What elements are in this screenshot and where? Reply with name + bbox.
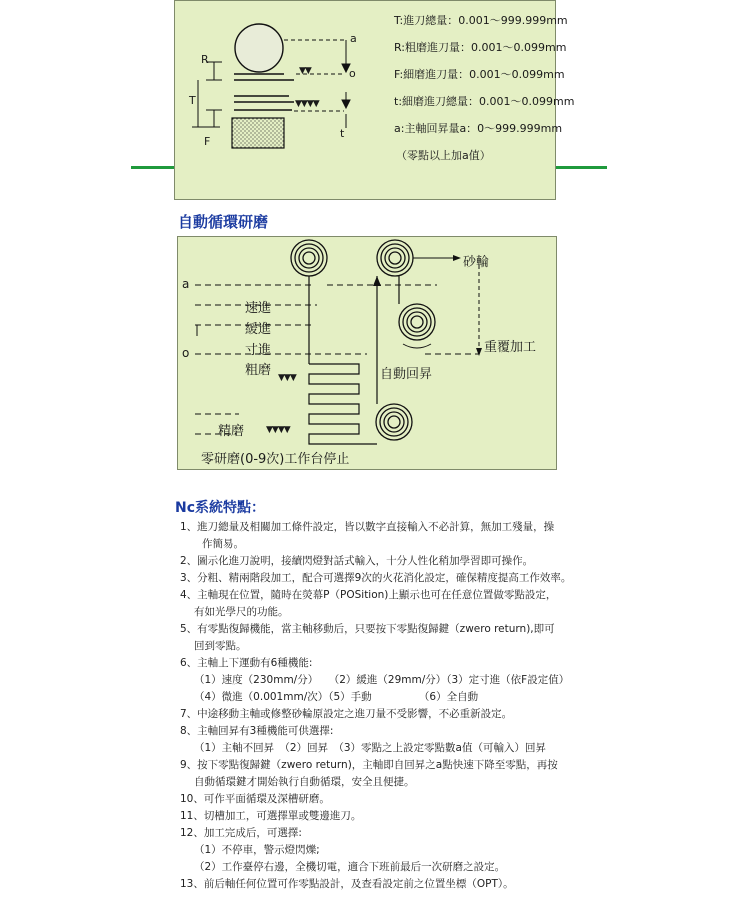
cycle-title: 自動循環研磨 bbox=[178, 213, 269, 231]
feature-10: 10、可作平面循環及深槽研磨。 bbox=[180, 793, 330, 805]
workpiece-icon bbox=[232, 118, 284, 148]
cycle-label-repeat: 重覆加工 bbox=[484, 340, 537, 355]
feature-12-sub-1: （1）不停車，警示燈閃爍; bbox=[194, 844, 320, 856]
feature-7: 7、中途移動主軸或修整砂輪原設定之進刀量不受影響，不必重新設定。 bbox=[180, 708, 513, 720]
cycle-label-auto-rise: 自動回昇 bbox=[380, 367, 433, 382]
feature-1: 1、進刀總量及相關加工條件設定，皆以數字直接輸入不必計算，無加工殘量，操 bbox=[180, 521, 555, 533]
feature-8: 8、主軸回昇有3種機能可供選擇: bbox=[180, 725, 334, 737]
feature-6-sub-2: （4）微進（0.001mm/次）（5）手動 （6）全自動 bbox=[194, 691, 479, 703]
feature-3: 3、分粗、精兩階段加工，配合可選擇9次的火花消化設定，確保精度提高工作效率。 bbox=[180, 572, 572, 584]
cycle-label-a: a bbox=[182, 277, 190, 291]
spec-spindle-rise: a:主軸回昇量a：0～999.999mm bbox=[394, 122, 563, 135]
feature-2: 2、圖示化進刀說明，接續閃燈對話式輸入，十分人性化稍加學習即可操作。 bbox=[180, 555, 534, 567]
cycle-label-size: 寸進 bbox=[245, 343, 272, 358]
cycle-footer: 零研磨(0-9次)工作台停止 bbox=[201, 452, 350, 467]
cycle-label-rough: 粗磨 bbox=[245, 363, 272, 378]
green-rule-right bbox=[555, 166, 607, 169]
spec-total-feed: T:進刀總量：0.001～999.999mm bbox=[394, 14, 568, 27]
label-F: F bbox=[204, 135, 211, 148]
cycle-label-fast: 速進 bbox=[245, 301, 272, 316]
feature-8-sub: （1）主軸不回昇 （2）回昇 （3）零點之上設定零點數a值（可輸入）回昇 bbox=[194, 742, 546, 754]
cycle-rough-triangles: ▼▼▼ bbox=[278, 373, 296, 383]
cycle-label-fine: 精磨 bbox=[218, 424, 245, 439]
fine-triangles: ▼▼▼▼ bbox=[295, 99, 319, 109]
feature-9: 9、按下零點復歸鍵（zwero return)，主軸即自回昇之a點快速下降至零點，再按 bbox=[180, 759, 558, 771]
feature-6-sub-1: （1）速度（230mm/分） （2）緩進（29mm/分）（3）定寸進（依F設定值） bbox=[194, 674, 570, 686]
cycle-label-wheel: 砂輪 bbox=[463, 255, 490, 270]
cycle-label-o: o bbox=[182, 346, 190, 360]
feature-1-cont: 作簡易。 bbox=[202, 538, 244, 550]
feature-12: 12、加工完成后，可選擇: bbox=[180, 827, 302, 839]
label-R: R bbox=[201, 53, 209, 66]
wheel-icon bbox=[235, 24, 283, 72]
spec-fine-total: t:細磨進刀總量：0.001～0.099mm bbox=[394, 95, 575, 108]
label-T: T bbox=[189, 94, 196, 107]
feature-4: 4、主軸現在位置，隨時在熒幕P（POSition)上顯示也可在任意位置做零點設定， bbox=[180, 589, 557, 601]
spec-note: （零點以上加a值） bbox=[396, 149, 491, 162]
feature-4-cont: 有如光學尺的功能。 bbox=[194, 606, 289, 618]
wheel-icons bbox=[291, 240, 435, 440]
features-list bbox=[180, 519, 720, 893]
feature-11: 11、切槽加工，可選擇單或雙邊進刀。 bbox=[180, 810, 362, 822]
features-title: Nc系統特點： bbox=[175, 500, 266, 516]
cycle-label-slow: 緩進 bbox=[245, 322, 272, 337]
feature-13: 13、前后軸任何位置可作零點設計，及查看設定前之位置坐標（OPT）。 bbox=[180, 878, 514, 890]
rough-triangles: ▼▼ bbox=[299, 66, 311, 76]
feature-6: 6、主軸上下運動有6種機能: bbox=[180, 657, 313, 669]
feature-5: 5、有零點復歸機能，當主軸移動后，只要按下零點復歸鍵（zwero return),即可 bbox=[180, 623, 555, 635]
green-rule-left bbox=[131, 166, 174, 169]
label-t: t bbox=[340, 127, 345, 140]
feature-12-sub-2: （2）工作臺停右邊，全機切電，適合下班前最后一次研磨之設定。 bbox=[194, 861, 506, 873]
spec-rough-feed: R:粗磨進刀量：0.001～0.099mm bbox=[394, 41, 567, 54]
feature-9-cont: 自動循環鍵才開始執行自動循環，安全且便捷。 bbox=[194, 776, 415, 788]
feature-5-cont: 回到零點。 bbox=[194, 640, 247, 652]
label-o: o bbox=[349, 67, 356, 80]
label-a: a bbox=[350, 32, 357, 45]
spec-fine-feed: F:細磨進刀量：0.001～0.099mm bbox=[394, 68, 565, 81]
cycle-fine-triangles: ▼▼▼▼ bbox=[266, 425, 290, 435]
